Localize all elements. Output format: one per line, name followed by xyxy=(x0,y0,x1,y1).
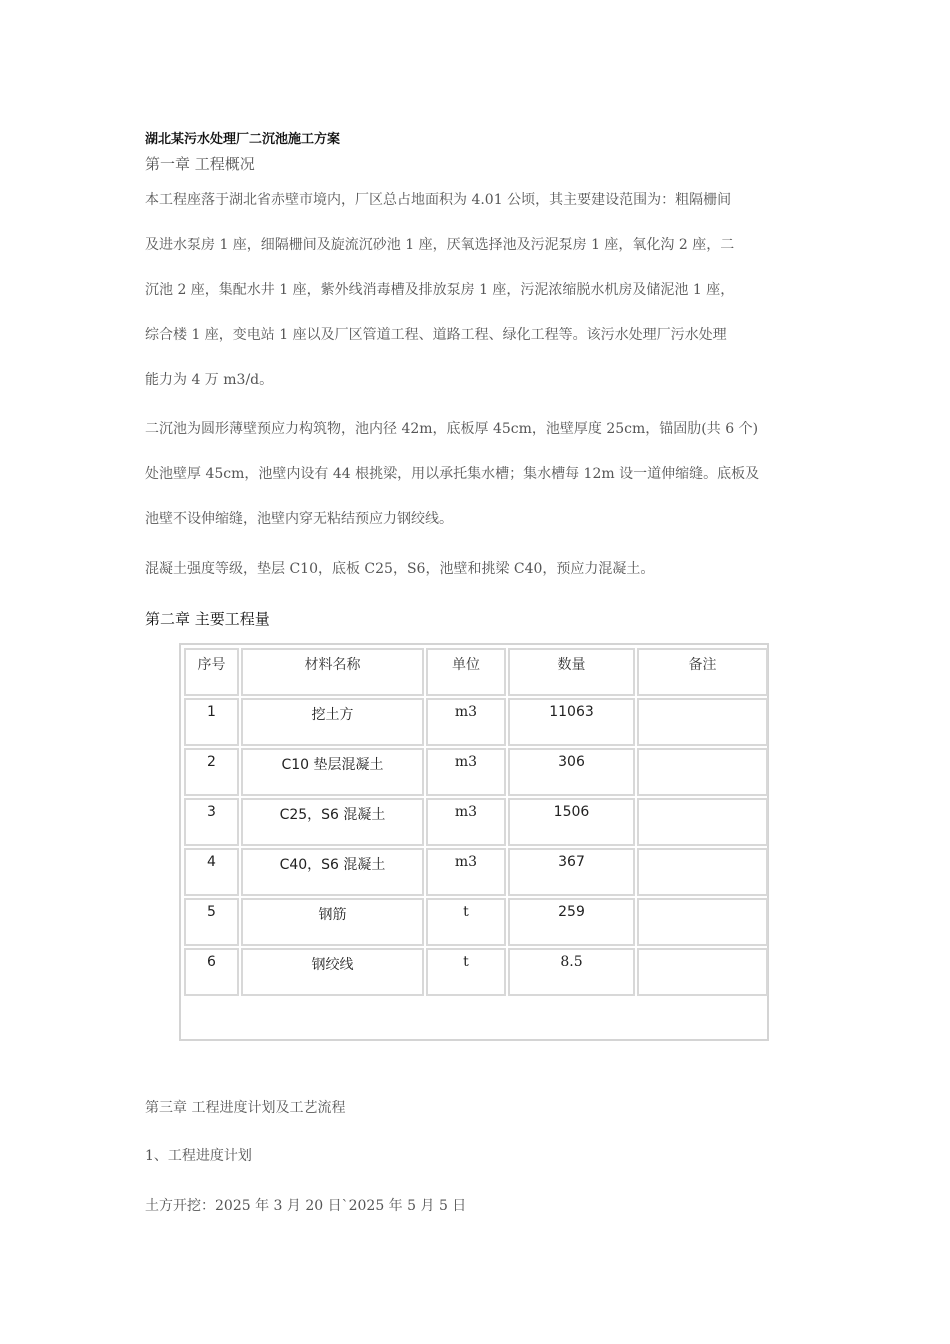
chapter-1-paragraph-3 xyxy=(145,560,825,605)
table-row xyxy=(184,698,768,746)
cell-unit: m3 xyxy=(426,798,506,846)
cell-material-name: 挖土方 xyxy=(241,698,424,746)
table-row xyxy=(184,748,768,796)
document-title: 湖北某污水处理厂二沉池施工方案 xyxy=(145,132,341,147)
paragraph-line: 综合楼 1 座，变电站 1 座以及厂区管道工程、道路工程、绿化工程等。该污水处理厂污水处理 xyxy=(145,327,727,343)
cell-material-name: C10 垫层混凝土 xyxy=(241,748,424,796)
schedule-line-earthwork: 土方开挖：2025 年 3 月 20 日`2025 年 5 月 5 日 xyxy=(145,1198,467,1214)
cell-index: 6 xyxy=(184,948,239,996)
cell-index: 4 xyxy=(184,848,239,896)
cell-quantity: 11063 xyxy=(508,698,635,746)
header-material-name: 材料名称 xyxy=(241,648,424,696)
paragraph-line: 池壁不设伸缩缝，池壁内穿无粘结预应力钢绞线。 xyxy=(145,511,453,527)
table-header-row xyxy=(184,648,768,696)
cell-index: 3 xyxy=(184,798,239,846)
header-index: 序号 xyxy=(184,648,239,696)
cell-unit: m3 xyxy=(426,748,506,796)
cell-quantity: 367 xyxy=(508,848,635,896)
cell-remarks xyxy=(637,898,768,946)
cell-remarks xyxy=(637,848,768,896)
header-unit: 单位 xyxy=(426,648,506,696)
paragraph-line: 混凝土强度等级，垫层 C10，底板 C25，S6，池壁和挑梁 C40，预应力混凝土。 xyxy=(145,561,655,577)
cell-unit: m3 xyxy=(426,698,506,746)
cell-unit: t xyxy=(426,898,506,946)
paragraph-line: 二沉池为圆形薄壁预应力构筑物，池内径 42m，底板厚 45cm，池壁厚度 25cm，锚固肋(共 6 个) xyxy=(145,421,759,437)
cell-unit: m3 xyxy=(426,848,506,896)
chapter-1-paragraph-1 xyxy=(145,191,825,416)
cell-quantity: 259 xyxy=(508,898,635,946)
header-quantity: 数量 xyxy=(508,648,635,696)
chapter-2-heading: 第二章 主要工程量 xyxy=(145,610,270,628)
cell-unit: t xyxy=(426,948,506,996)
table-row xyxy=(184,948,768,996)
chapter-1-heading: 第一章 工程概况 xyxy=(145,155,255,173)
quantity-table xyxy=(182,646,770,998)
cell-quantity: 306 xyxy=(508,748,635,796)
chapter-3-subheading: 1、工程进度计划 xyxy=(145,1148,252,1164)
cell-remarks xyxy=(637,748,768,796)
cell-material-name: C40，S6 混凝土 xyxy=(241,848,424,896)
cell-index: 1 xyxy=(184,698,239,746)
paragraph-line: 沉池 2 座，集配水井 1 座，紫外线消毒槽及排放泵房 1 座，污泥浓缩脱水机房及储泥池 1 座， xyxy=(145,282,735,298)
table-row xyxy=(184,848,768,896)
paragraph-line: 及进水泵房 1 座，细隔栅间及旋流沉砂池 1 座，厌氧选择池及污泥泵房 1 座，氧化沟 2 座，二 xyxy=(145,237,735,253)
cell-quantity: 1506 xyxy=(508,798,635,846)
paragraph-line: 本工程座落于湖北省赤壁市境内，厂区总占地面积为 4.01 公顷，其主要建设范围为：粗隔栅间 xyxy=(145,192,732,208)
cell-material-name: C25，S6 混凝土 xyxy=(241,798,424,846)
cell-remarks xyxy=(637,948,768,996)
cell-material-name: 钢绞线 xyxy=(241,948,424,996)
cell-remarks xyxy=(637,698,768,746)
chapter-1-paragraph-2 xyxy=(145,420,825,555)
cell-index: 5 xyxy=(184,898,239,946)
paragraph-line: 处池壁厚 45cm，池壁内设有 44 根挑梁，用以承托集水槽；集水槽每 12m 设一道伸缩缝。底板及 xyxy=(145,466,760,482)
chapter-3-heading: 第三章 工程进度计划及工艺流程 xyxy=(145,1100,346,1116)
cell-remarks xyxy=(637,798,768,846)
header-remarks: 备注 xyxy=(637,648,768,696)
table-row xyxy=(184,898,768,946)
paragraph-line: 能力为 4 万 m3/d。 xyxy=(145,372,274,388)
cell-material-name: 钢筋 xyxy=(241,898,424,946)
table-row xyxy=(184,798,768,846)
cell-index: 2 xyxy=(184,748,239,796)
cell-quantity: 8.5 xyxy=(508,948,635,996)
